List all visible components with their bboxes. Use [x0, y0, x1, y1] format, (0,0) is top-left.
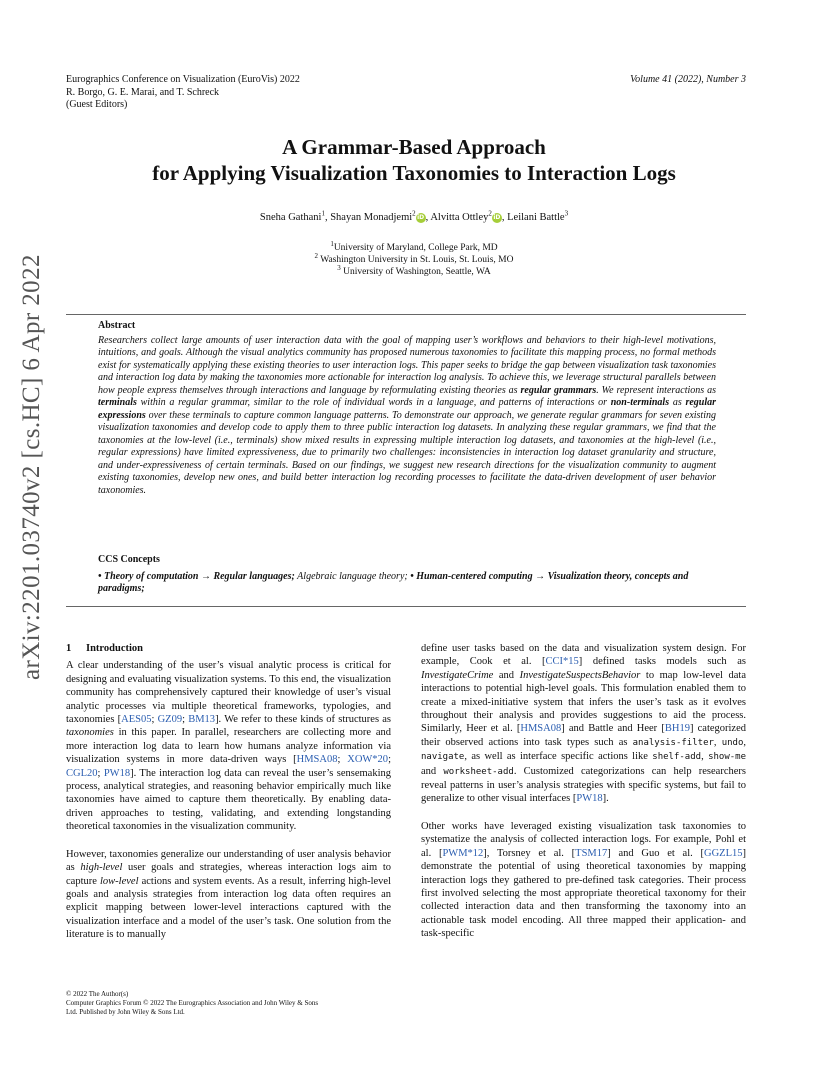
abstract-top-rule: [66, 314, 746, 315]
author-name: Sneha Gathani: [259, 212, 322, 223]
citation-link[interactable]: CGL20: [66, 767, 98, 779]
citation-link[interactable]: HMSA08: [296, 754, 338, 766]
citation-link[interactable]: BM13: [188, 714, 216, 726]
author-affiliation-mark: 1: [321, 209, 325, 218]
copyright-line: © 2022 The Author(s): [66, 990, 129, 998]
affiliation: [0, 239, 828, 254]
section-number: 1: [66, 643, 72, 654]
section-title: Introduction: [86, 643, 143, 654]
publisher-line: Computer Graphics Forum © 2022 The Eurographics Association and John Wiley & Sons Ltd. Published by John Wiley & Sons Ltd.: [66, 999, 319, 1016]
arxiv-identifier: arXiv:2201.03740v2 [cs.HC] 6 Apr 2022: [18, 254, 45, 680]
keyword-non-terminals: non-terminals: [610, 397, 670, 408]
paper-title: [0, 134, 828, 186]
affiliation-text: University of Washington, Seattle, WA: [343, 267, 491, 277]
intro-paragraph-1: A clear understanding of the user’s visual analytic process is critical for designing and evaluating visualization systems. To this end, the visualization community has comprehensively captured their knowledge of user’s visual analytic processes via multiple theoretical frameworks, typologies, and taxonomies [AES05; GZ09; BM13]. We refer to these kinds of structures as taxonomies in this paper. In parallel, researchers are collecting more and more interaction log data to learn how humans analyze information via visualization systems in more data-driven ways [HMSA08; XOW*20; CGL20; PW18]. The interaction log data can reveal the user’s sensemaking process, analytical strategies, and reasoning behavior empirically much like taxonomies have aimed to capture them theoretically. By enabling data-driven approaches to testing, validating, and extending longstanding theoretical taxonomies in the visualization community.: [66, 660, 392, 833]
affiliation-number: 2: [314, 251, 319, 260]
author-name: Leilani Battle: [507, 212, 565, 223]
section-heading: [66, 642, 391, 655]
abstract-text: Researchers collect large amounts of user interaction data with the goal of mapping user’s workflows and behaviors to their high-level motivations, intuitions, and goals. Although the visual analytics community has proposed numerous taxonomies to facilitate this mapping process, no formal methods exist for systematically applying these existing theories to user interaction logs. This paper seeks to bridge the gap between visualization task taxonomies and interaction log data by making the taxonomies more actionable for interaction log analysis. To achieve this, we leverage structural parallels between how people express themselves through interactions and language by reformulating existing theories as regular grammars. We represent interactions as terminals within a regular grammar, similar to the role of individual words in a language, and patterns of interactions or non-terminals as regular expressions over these terminals to capture common language patterns. To demonstrate our approach, we generate regular grammars for seven existing visualization taxonomies and develop code to apply them to three public interaction log datasets. In analyzing these regular grammars, we find that the taxonomies at the low-level (i.e., terminals) show mixed results in expressing multiple interaction log datasets, and taxonomies at the high-level (i.e., regular expressions) have limited expressiveness, due to primarily two challenges: inconsistencies in interaction log dataset granularity and structure, and under-expressiveness of certain terminals. Based on our findings, we suggest new research directions for the visualization community to augment existing taxonomies, develop new ones, and build better interaction log recording processes to facilitate the data-driven development of user behavior taxonomies.: [98, 334, 717, 496]
guest-editors-role: (Guest Editors): [66, 99, 128, 110]
affiliation-number: 1: [330, 239, 334, 248]
orcid-icon[interactable]: iD: [493, 214, 501, 221]
abstract-section: [98, 320, 716, 497]
citation-link[interactable]: XOW*20: [347, 754, 389, 766]
intro-paragraph-2: However, taxonomies generalize our understanding of user analysis behavior as high-level user goals and strategies, whereas interaction logs aim to capture low-level actions and system events. As a result, inferring high-level goals and analysis strategies from interaction log data often requires an explicit mapping between lower-level interactions captured with the visualization interface and a model of the user’s task. One solution from the literature is to manually: [66, 848, 392, 941]
citation-link[interactable]: GZ09: [157, 714, 183, 726]
left-column: [66, 642, 391, 952]
affiliation: [0, 251, 828, 266]
citation-link[interactable]: TSM17: [575, 847, 608, 859]
author-name: Shayan Monadjemi: [330, 212, 413, 223]
volume-info: Volume 41 (2022), Number 3: [630, 74, 746, 85]
citation-link[interactable]: BH19: [664, 723, 690, 735]
author-name: Alvitta Ottley: [430, 212, 489, 223]
abstract-bottom-rule: [66, 606, 746, 607]
right-column: [421, 642, 746, 951]
header-conference-info: [66, 74, 300, 112]
ccs-concept-theory: • Theory of computation → Regular languages;: [98, 570, 295, 582]
intro-paragraph-3: define user tasks based on the data and visualization system design. For example, Cook et al. [CCI*15] defined tasks models such as InvestigateCrime and InvestigateSuspectsBehavior to map low-level data interactions to potential high-level goals. This formulation enabled them to create a mixed-initiative system that infers the user’s task as it evolves throughout their analysis and provides suggestions to aid the process. Similarly, Heer et al. [HMSA08] and Battle and Heer [BH19] categorized their observed actions into task types such as analysis-filter, undo, navigate, as well as interface specific actions like shelf-add, show-me and worksheet-add. Customized categorizations can help researchers reveal patterns in user’s analysis strategies with specific systems, but fail to generalize to other visual interfaces [PW18].: [421, 643, 747, 805]
affiliation-number: 3: [337, 263, 341, 272]
ccs-heading: CCS Concepts: [98, 554, 160, 565]
copyright-footer: [66, 990, 326, 1017]
guest-editors: R. Borgo, G. E. Marai, and T. Schreck: [66, 86, 220, 98]
affiliation: [0, 263, 828, 278]
affiliation-text: University of Maryland, College Park, MD: [333, 243, 498, 253]
citation-link[interactable]: PWM*12: [442, 847, 484, 859]
title-line-1: A Grammar-Based Approach: [282, 135, 546, 159]
keyword-regular-grammars: regular grammars: [520, 384, 597, 396]
affiliation-list: [0, 239, 828, 278]
affiliation-text: Washington University in St. Louis, St. Louis, MO: [320, 255, 514, 265]
citation-link[interactable]: PW18: [103, 767, 131, 779]
author-list: Sneha Gathani$^1$, Shayan Monadjemi$^2$iD, Alvitta Ottley$^2$iD, Leilani Battle$^3$: [259, 209, 569, 223]
author-affiliation-mark: 2: [488, 209, 492, 218]
citation-link[interactable]: PW18: [576, 793, 603, 805]
orcid-icon[interactable]: iD: [417, 214, 425, 221]
keyword-terminals: terminals: [98, 397, 137, 408]
citation-link[interactable]: AES05: [121, 714, 152, 726]
citation-link[interactable]: CCI*15: [545, 656, 579, 668]
author-affiliation-mark: 2: [412, 209, 416, 218]
ccs-text: • Theory of computation → Regular languages; Algebraic language theory; • Human-centered computing → Visualization theory, concepts and paradigms;: [98, 570, 689, 594]
ccs-concepts-section: [98, 554, 716, 596]
author-affiliation-mark: 3: [564, 209, 569, 218]
conference-name: Eurographics Conference on Visualization (EuroVis) 2022: [66, 74, 300, 85]
citation-link[interactable]: HMSA08: [520, 723, 562, 735]
keyword-regular-expressions: regular expressions: [98, 397, 716, 421]
citation-link[interactable]: GGZL15: [704, 847, 743, 859]
ccs-concept-hci: • Human-centered computing → Visualization theory, concepts and paradigms;: [98, 570, 689, 594]
abstract-heading: Abstract: [98, 320, 136, 331]
intro-paragraph-4: Other works have leveraged existing visualization task taxonomies to systematize the analysis of collected interaction logs. For example, Pohl et al. [PWM*12], Torsney et al. [TSM17] and Guo et al. [GGZL15] demonstrate the potential of using theoretical taxonomies by mapping interaction logs they gathered to pre-defined task categories. Their process first involved selecting the most appropriate theoretical taxonomy for their collected interaction data and then transforming the taxonomy into an actionable task model encoding. All three mapped their application- and task-specific: [421, 820, 746, 940]
title-line-2: for Applying Visualization Taxonomies to Interaction Logs: [152, 161, 676, 185]
